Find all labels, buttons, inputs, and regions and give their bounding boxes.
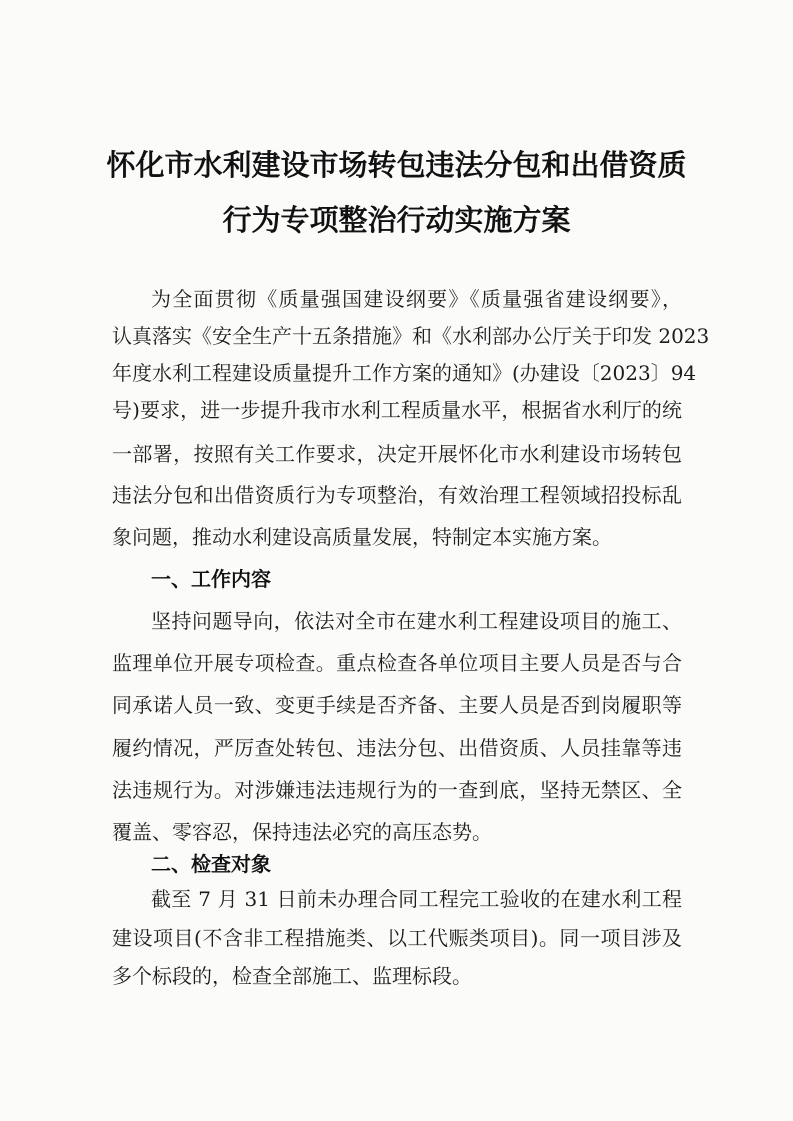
section2-paragraph-line: 多个标段的，检查全部施工、监理标段。 [112,964,472,988]
intro-paragraph-line: 认真落实《安全生产十五条措施》和《水利部办公厅关于印发 2023 [112,324,710,348]
section1-paragraph-line: 覆盖、零容忍，保持违法必究的高压态势。 [112,820,492,844]
intro-paragraph-line: 违法分包和出借资质行为专项整治，有效治理工程领域招投标乱 [112,483,682,507]
section1-paragraph-line: 法违规行为。对涉嫌违法违规行为的一查到底，坚持无禁区、全 [112,778,682,802]
intro-paragraph-line: 号)要求，进一步提升我市水利工程质量水平，根据省水利厅的统 [112,398,682,422]
intro-paragraph-line: 年度水利工程建设质量提升工作方案的通知》(办建设〔2023〕94 [112,361,697,385]
document-title-line-1: 怀化市水利建设市场转包违法分包和出借资质 [106,148,687,182]
section2-paragraph-line: 建设项目(不含非工程措施类、以工代赈类项目)。同一项目涉及 [112,926,682,950]
section1-paragraph-line: 同承诺人员一致、变更手续是否齐备、主要人员是否到岗履职等 [112,693,682,717]
document-title-line-2: 行为专项整治行动实施方案 [222,203,571,237]
section-heading-inspection-targets: 二、检查对象 [151,852,271,876]
section-heading-work-content: 一、工作内容 [151,567,271,591]
intro-paragraph-line: 为全面贯彻《质量强国建设纲要》《质量强省建设纲要》， [151,287,682,311]
intro-paragraph-line: 象问题，推动水利建设高质量发展，特制定本实施方案。 [112,525,612,549]
section1-paragraph-line: 监理单位开展专项检查。重点检查各单位项目主要人员是否与合 [112,651,682,675]
intro-paragraph-line: 一部署，按照有关工作要求，决定开展怀化市水利建设市场转包 [112,442,682,466]
section1-paragraph-line: 履约情况，严厉查处转包、违法分包、出借资质、人员挂靠等违 [112,736,682,760]
section1-paragraph-line: 坚持问题导向，依法对全市在建水利工程建设项目的施工、 [151,609,682,633]
section2-paragraph-line: 截至 7 月 31 日前未办理合同工程完工验收的在建水利工程 [151,887,682,911]
